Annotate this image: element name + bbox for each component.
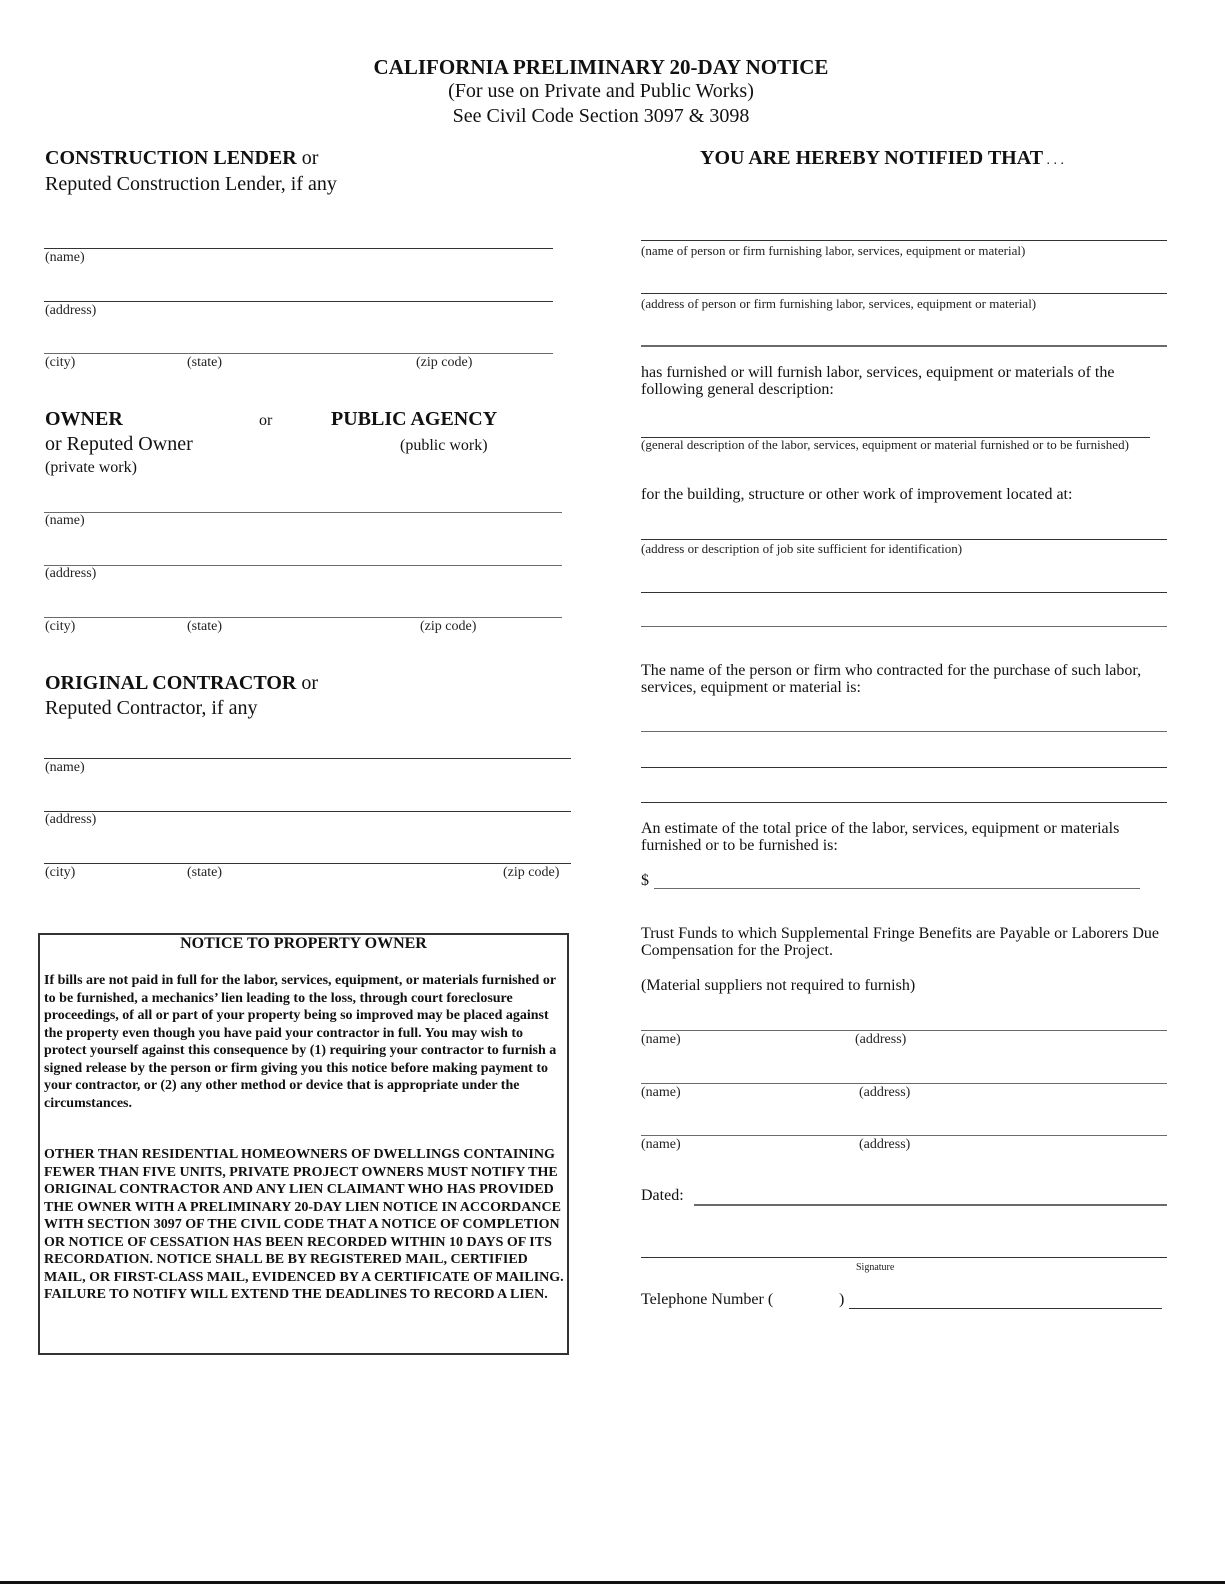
owner-state-label: (state) (187, 619, 222, 634)
trust-row-3-address-label: (address) (859, 1137, 911, 1152)
notified-heading-bold: YOU ARE HEREBY NOTIFIED THAT (700, 147, 1044, 169)
material-suppliers-text: (Material suppliers not required to furnish) (641, 977, 916, 994)
dated-label: Dated: (641, 1187, 684, 1204)
dated-line[interactable] (694, 1204, 1167, 1206)
job-site-extra-line-2[interactable] (641, 626, 1167, 627)
private-work-label: (private work) (45, 459, 137, 476)
contractor-city-label: (city) (45, 865, 76, 880)
notice-to-property-owner-box (38, 933, 569, 1355)
contractor-heading-or: or (296, 672, 319, 694)
trust-row-2-line[interactable] (641, 1083, 1167, 1084)
contractor-zip-label: (zip code) (503, 865, 560, 880)
page-bottom-rule (0, 1581, 1225, 1584)
owner-name-line[interactable] (44, 512, 562, 513)
owner-name-label: (name) (45, 513, 85, 528)
lender-subheading: Reputed Construction Lender, if any (45, 173, 337, 195)
contractor-address-label: (address) (45, 812, 97, 827)
claimant-name-label: (name of person or firm furnishing labor, services, equipment or material) (641, 243, 1026, 258)
notice-box-title: NOTICE TO PROPERTY OWNER (180, 935, 427, 952)
contractor-city-line[interactable] (44, 863, 571, 864)
owner-heading: OWNER (45, 408, 123, 430)
telephone-line[interactable] (849, 1308, 1162, 1309)
contractor-state-label: (state) (187, 865, 222, 880)
trust-funds-text: Trust Funds to which Supplemental Fringe Benefits are Payable or Laborers Due Compensation for the Project. (641, 925, 1159, 959)
job-site-line[interactable] (641, 539, 1167, 540)
owner-address-line[interactable] (44, 565, 562, 566)
lender-address-label: (address) (45, 303, 97, 318)
contractor-subheading: Reputed Contractor, if any (45, 697, 258, 719)
claimant-address-label: (address of person or firm furnishing labor, services, equipment or material) (641, 296, 1037, 311)
estimate-dollar-sign: $ (641, 872, 649, 889)
contractor-heading (45, 672, 318, 695)
trust-row-1-address-label: (address) (855, 1032, 907, 1047)
has-furnished-text: has furnished or will furnish labor, services, equipment or materials of the following general description: (641, 364, 1115, 398)
lender-name-label: (name) (45, 250, 85, 265)
claimant-extra-line[interactable] (641, 345, 1167, 347)
lender-heading-or: or (296, 147, 319, 169)
telephone-label: Telephone Number ( (641, 1291, 774, 1308)
trust-row-3-name-label: (name) (641, 1137, 681, 1152)
notice-box-paragraph-2: OTHER THAN RESIDENTIAL HOMEOWNERS OF DWELLINGS CONTAINING FEWER THAN FIVE UNITS, PRIVATE PROJECT OWNERS MUST NOTIFY THE ORIGINAL CONTRACTOR AND ANY LIEN CLAIMANT WHO HAS PROVIDED THE OWNER WITH A PRELIMINARY 20-DAY LIEN NOTICE IN ACCORDANCE WITH SECTION 3097 OF THE CIVIL CODE THAT A NOTICE OF COMPLETION OR NOTICE OF CESSATION HAS BEEN RECORDED WITHIN 10 DAYS OF ITS RECORDATION. NOTICE SHALL BE BY REGISTERED MAIL, CERTIFIED MAIL, OR FIRST-CLASS MAIL, EVIDENCED BY A CERTIFICATE OF MAILING. FAILURE TO NOTIFY WILL EXTEND THE DEADLINES TO RECORD A LIEN. (44, 1147, 564, 1302)
telephone-close-paren: ) (839, 1291, 845, 1308)
owner-or: or (259, 412, 273, 429)
form-title: CALIFORNIA PRELIMINARY 20-DAY NOTICE (373, 55, 829, 79)
lender-heading-bold: CONSTRUCTION LENDER (45, 147, 297, 169)
estimate-text: An estimate of the total price of the labor, services, equipment or materials furnished or to be furnished is: (641, 820, 1120, 854)
signature-line[interactable] (641, 1257, 1167, 1258)
for-building-text: for the building, structure or other work of improvement located at: (641, 486, 1073, 503)
lender-address-line[interactable] (44, 301, 553, 302)
notified-heading (700, 147, 1064, 170)
lender-zip-label: (zip code) (416, 355, 473, 370)
trust-row-2-address-label: (address) (859, 1085, 911, 1100)
claimant-address-line[interactable] (641, 293, 1167, 294)
owner-zip-label: (zip code) (420, 619, 477, 634)
notified-heading-dots: . . . (1043, 153, 1065, 168)
owner-city-line[interactable] (44, 617, 562, 618)
contractor-name-line[interactable] (44, 758, 571, 759)
trust-row-1-line[interactable] (641, 1030, 1167, 1031)
lender-state-label: (state) (187, 355, 222, 370)
lender-city-label: (city) (45, 355, 76, 370)
contracted-by-text: The name of the person or firm who contracted for the purchase of such labor, services, equipment or material is: (641, 662, 1142, 696)
contracted-by-line-2[interactable] (641, 767, 1167, 768)
signature-label: Signature (856, 1262, 895, 1273)
contractor-address-line[interactable] (44, 811, 571, 812)
contracted-by-line-1[interactable] (641, 731, 1167, 732)
contractor-name-label: (name) (45, 760, 85, 775)
public-agency-heading: PUBLIC AGENCY (331, 408, 498, 430)
contractor-heading-bold: ORIGINAL CONTRACTOR (45, 672, 297, 694)
trust-row-1-name-label: (name) (641, 1032, 681, 1047)
public-work-label: (public work) (400, 437, 488, 454)
lender-name-line[interactable] (44, 248, 553, 249)
general-description-label: (general description of the labor, services, equipment or material furnished or to be furnished) (641, 437, 1129, 452)
job-site-label: (address or description of job site sufficient for identification) (641, 541, 963, 556)
job-site-extra-line-1[interactable] (641, 592, 1167, 593)
claimant-name-line[interactable] (641, 240, 1167, 241)
estimate-amount-line[interactable] (654, 888, 1140, 889)
civil-code-reference: See Civil Code Section 3097 & 3098 (452, 105, 750, 127)
trust-row-2-name-label: (name) (641, 1085, 681, 1100)
reputed-owner-label: or Reputed Owner (45, 433, 193, 455)
trust-row-3-line[interactable] (641, 1135, 1167, 1136)
lender-heading (45, 147, 318, 170)
contracted-by-line-3[interactable] (641, 802, 1167, 803)
notice-box-paragraph-1: If bills are not paid in full for the labor, services, equipment, or materials furnished or to be furnished, a mechanics’ lien leading to the loss, through court foreclosure proceedings, of all or part of your property being so improved may be placed against the property even though you have paid your contractor in full. You may wish to protect yourself against this consequence by (1) requiring your contractor to furnish a signed release by the person or firm giving you this notice before making payment to your contractor, or (2) any other method or device that is appropriate under the circumstances. (44, 973, 557, 1111)
lender-city-line[interactable] (44, 353, 553, 354)
owner-address-label: (address) (45, 566, 97, 581)
owner-city-label: (city) (45, 619, 76, 634)
form-subtitle: (For use on Private and Public Works) (448, 80, 754, 102)
